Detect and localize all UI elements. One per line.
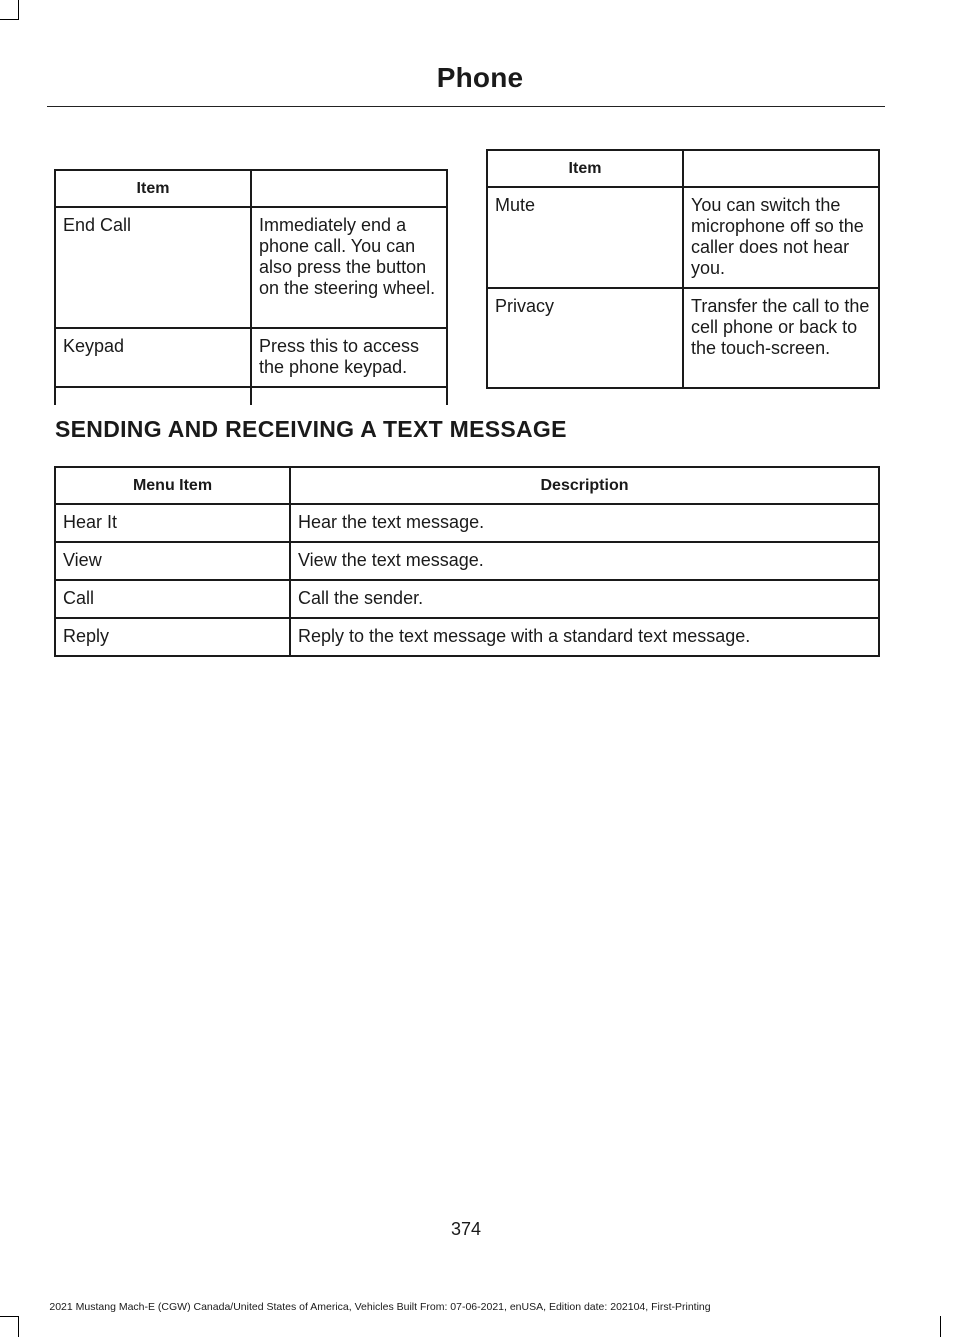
table-row [55,580,879,618]
section-heading: SENDING AND RECEIVING A TEXT MESSAGE [55,416,567,442]
page-footer: 2021 Mustang Mach-E (CGW) Canada/United States of America, Vehicles Built From: 07-06-2021, enUSA, Edition date: 202104, First-Printing [49,1301,711,1313]
item-cell: View [55,542,290,580]
column-header-description [251,170,447,207]
column-header-description [683,150,879,187]
column-header-menu-item: Menu Item [55,467,290,504]
table-row [55,328,447,387]
crop-mark [940,1316,941,1337]
description-cell: You can switch the microphone off so the caller does not hear you. [683,187,879,288]
table-row [487,187,879,288]
table-row [55,542,879,580]
description-cell: Call the sender. [290,580,879,618]
crop-mark [18,1316,19,1337]
crop-mark [18,0,19,19]
description-cell: Transfer the call to the cell phone or back to the touch-screen. [683,288,879,388]
item-cell: Call [55,580,290,618]
table-row [55,618,879,656]
column-header-item: Item [55,170,251,207]
item-cell: End Call [55,207,251,328]
column-header-description: Description [290,467,879,504]
crop-mark [0,1316,19,1317]
page-title: Phone [436,62,524,93]
title-divider [47,106,885,107]
phone-options-table-right [486,149,880,389]
item-cell: Privacy [487,288,683,388]
item-cell: Keypad [55,328,251,387]
table-continuation-row [55,387,447,405]
description-cell: Immediately end a phone call. You can also press the button on the steering wheel. [251,207,447,328]
description-cell: View the text message. [290,542,879,580]
table-header-row [487,150,879,187]
empty-cell [55,387,251,405]
item-cell: Mute [487,187,683,288]
table-row [55,207,447,328]
table-header-row [55,170,447,207]
item-cell: Reply [55,618,290,656]
empty-cell [251,387,447,405]
crop-mark [0,19,19,20]
table-header-row [55,467,879,504]
phone-options-table-left [54,169,448,405]
description-cell: Reply to the text message with a standard text message. [290,618,879,656]
description-cell: Hear the text message. [290,504,879,542]
text-message-table [54,466,880,657]
page-number: 374 [450,1219,482,1239]
table-row [55,504,879,542]
table-row [487,288,879,388]
description-cell: Press this to access the phone keypad. [251,328,447,387]
column-header-item: Item [487,150,683,187]
item-cell: Hear It [55,504,290,542]
